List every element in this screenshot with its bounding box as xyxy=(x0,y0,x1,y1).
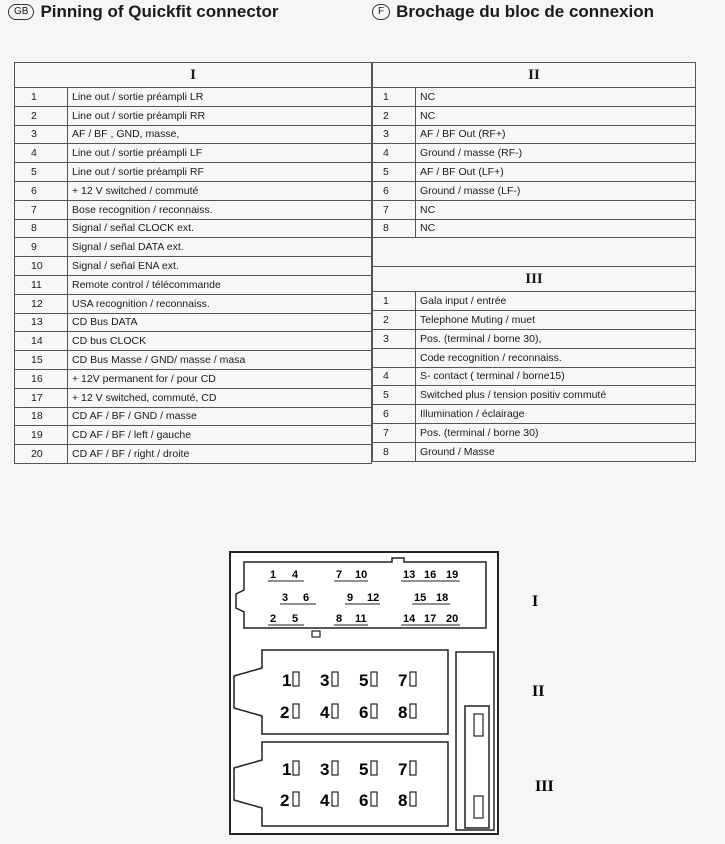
pin-number: 16 xyxy=(15,369,68,388)
pin-label: 7 xyxy=(336,569,343,581)
section-label-III: III xyxy=(535,778,554,795)
pin-label: 4 xyxy=(320,703,330,722)
pin-description: AF / BF , GND, masse, xyxy=(68,125,372,144)
pin-description: AF / BF Out (LF+) xyxy=(416,163,696,182)
pin-description: Ground / Masse xyxy=(416,442,696,461)
pin-number: 4 xyxy=(15,144,68,163)
pin-number: 15 xyxy=(15,351,68,370)
pin-label: 10 xyxy=(355,569,368,581)
pin-number: 9 xyxy=(15,238,68,257)
pin-description: Illumination / éclairage xyxy=(416,405,696,424)
pin-number: 3 xyxy=(373,329,416,348)
page-title-en: Pinning of Quickfit connector xyxy=(40,2,279,21)
table-III-heading: III xyxy=(373,267,696,292)
pin-description: Remote control / télécommande xyxy=(68,275,372,294)
pin-description: NC xyxy=(416,88,696,107)
pin-description: CD Bus DATA xyxy=(68,313,372,332)
pin-description: Line out / sortie préampli LF xyxy=(68,144,372,163)
language-badge-gb: GB xyxy=(8,4,34,20)
pin-description: NC xyxy=(416,200,696,219)
section-label-II: II xyxy=(532,683,545,700)
pin-label: 3 xyxy=(320,760,330,779)
pin-description: Gala input / entrée xyxy=(416,292,696,311)
table-II-heading: II xyxy=(373,63,696,88)
pin-label: 1 xyxy=(282,760,292,779)
pin-label: 2 xyxy=(280,791,290,810)
pin-number: 7 xyxy=(373,423,416,442)
pin-description: Signal / señal CLOCK ext. xyxy=(68,219,372,238)
pin-number: 18 xyxy=(15,407,68,426)
pin-label: 20 xyxy=(446,613,459,625)
pin-number: 1 xyxy=(15,88,68,107)
pin-number: 6 xyxy=(15,181,68,200)
pin-label: 7 xyxy=(398,760,408,779)
pin-description: CD AF / BF / right / droite xyxy=(68,445,372,464)
pin-label: 8 xyxy=(398,703,408,722)
pin-number: 2 xyxy=(15,106,68,125)
pin-number: 10 xyxy=(15,257,68,276)
pin-description: Ground / masse (LF-) xyxy=(416,181,696,200)
pin-label: 1 xyxy=(270,569,277,581)
pin-description: CD AF / BF / left / gauche xyxy=(68,426,372,445)
pin-description: Telephone Muting / muet xyxy=(416,311,696,330)
pin-number: 2 xyxy=(373,311,416,330)
pin-description: CD Bus Masse / GND/ masse / masa xyxy=(68,351,372,370)
pin-label: 5 xyxy=(359,760,369,779)
pin-label: 2 xyxy=(280,703,290,722)
pin-label: 4 xyxy=(320,791,330,810)
pin-label: 4 xyxy=(292,569,299,581)
pin-number: 12 xyxy=(15,294,68,313)
pin-description: Signal / señal ENA ext. xyxy=(68,257,372,276)
pin-label: 19 xyxy=(446,569,459,581)
pin-label: 5 xyxy=(359,671,369,690)
pin-number: 14 xyxy=(15,332,68,351)
pin-number: 3 xyxy=(15,125,68,144)
pin-number: 7 xyxy=(373,200,416,219)
pin-description: Code recognition / reconnaiss. xyxy=(416,348,696,367)
pin-number: 20 xyxy=(15,445,68,464)
pin-description: Pos. (terminal / borne 30), xyxy=(416,329,696,348)
pin-number: 6 xyxy=(373,181,416,200)
pin-number: 11 xyxy=(15,275,68,294)
pin-description: USA recognition / reconnaiss. xyxy=(68,294,372,313)
pin-number: 19 xyxy=(15,426,68,445)
pin-description: Line out / sortie préampli RR xyxy=(68,106,372,125)
pin-label: 2 xyxy=(270,613,277,625)
pin-description: Signal / señal DATA ext. xyxy=(68,238,372,257)
pin-description: NC xyxy=(416,219,696,238)
pin-description: Bose recognition / reconnaiss. xyxy=(68,200,372,219)
pin-number: 8 xyxy=(15,219,68,238)
pin-description: AF / BF Out (RF+) xyxy=(416,125,696,144)
pin-number: 13 xyxy=(15,313,68,332)
page-title-fr: Brochage du bloc de connexion xyxy=(396,2,654,21)
pin-label: 11 xyxy=(355,613,367,625)
pin-label: 8 xyxy=(398,791,408,810)
pin-label: 13 xyxy=(403,569,416,581)
pin-description: + 12 V switched / commuté xyxy=(68,181,372,200)
pin-description: CD AF / BF / GND / masse xyxy=(68,407,372,426)
pin-number: 5 xyxy=(373,386,416,405)
pin-label: 7 xyxy=(398,671,408,690)
pin-label: 12 xyxy=(367,592,380,604)
pin-number: 4 xyxy=(373,144,416,163)
pin-label: 3 xyxy=(282,592,289,604)
pin-number: 5 xyxy=(15,163,68,182)
pin-label: 8 xyxy=(336,613,343,625)
pin-label: 6 xyxy=(359,791,369,810)
pin-description: Line out / sortie préampli LR xyxy=(68,88,372,107)
pin-label: 6 xyxy=(303,592,310,604)
pin-label: 9 xyxy=(347,592,354,604)
pin-number: 5 xyxy=(373,163,416,182)
pin-description: NC xyxy=(416,106,696,125)
pin-number: 4 xyxy=(373,367,416,386)
pin-label: 16 xyxy=(424,569,437,581)
pin-label: 18 xyxy=(436,592,449,604)
pin-label: 6 xyxy=(359,703,369,722)
pin-description: Switched plus / tension positiv commuté xyxy=(416,386,696,405)
pin-description: Pos. (terminal / borne 30) xyxy=(416,423,696,442)
pin-number: 8 xyxy=(373,442,416,461)
pin-description: Ground / masse (RF-) xyxy=(416,144,696,163)
pin-description: Line out / sortie préampli RF xyxy=(68,163,372,182)
pin-number: 7 xyxy=(15,200,68,219)
pin-description: + 12 V switched, commuté, CD xyxy=(68,388,372,407)
section-label-I: I xyxy=(532,593,539,610)
pin-label: 14 xyxy=(403,613,416,625)
pin-number: 17 xyxy=(15,388,68,407)
pin-number: 1 xyxy=(373,292,416,311)
pin-number: 3 xyxy=(373,125,416,144)
pin-label: 15 xyxy=(414,592,427,604)
pin-label: 17 xyxy=(424,613,437,625)
pin-number: 1 xyxy=(373,88,416,107)
pin-number: 8 xyxy=(373,219,416,238)
pin-number: 6 xyxy=(373,405,416,424)
pin-label: 3 xyxy=(320,671,330,690)
pin-number: 2 xyxy=(373,106,416,125)
table-I-heading: I xyxy=(15,63,372,88)
pin-description: CD bus CLOCK xyxy=(68,332,372,351)
pin-description: S- contact ( terminal / borne15) xyxy=(416,367,696,386)
pin-label: 1 xyxy=(282,671,292,690)
language-badge-f: F xyxy=(372,4,390,20)
pin-description: + 12V permanent for / pour CD xyxy=(68,369,372,388)
pin-label: 5 xyxy=(292,613,299,625)
